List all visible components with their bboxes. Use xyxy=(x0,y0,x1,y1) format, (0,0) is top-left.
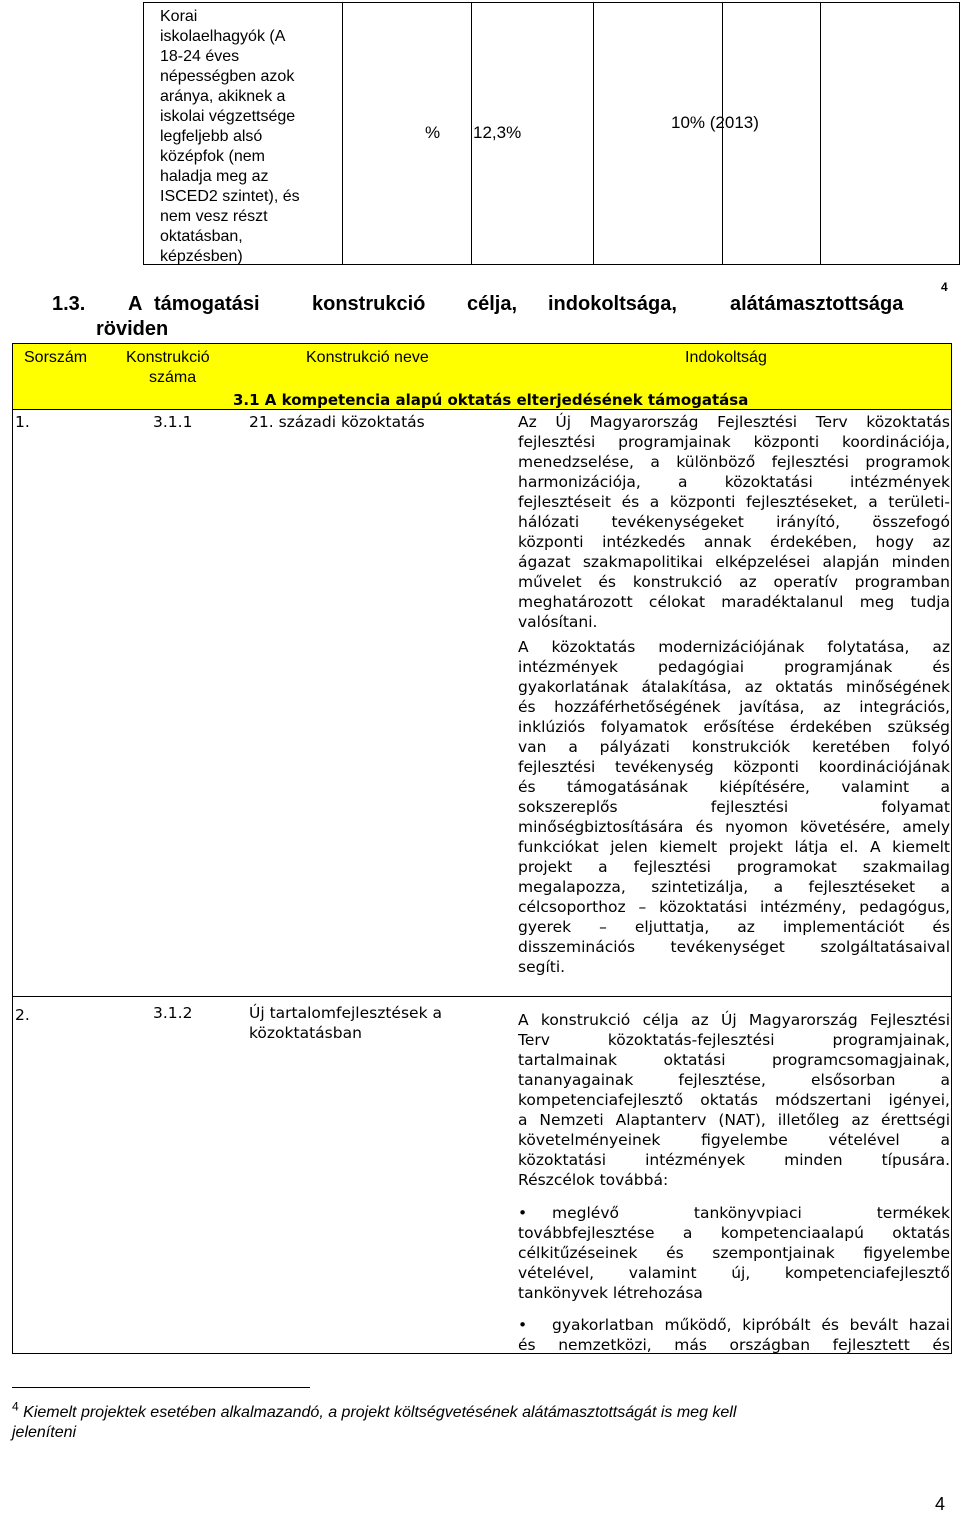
heading-word: indokoltsága, xyxy=(548,293,677,315)
row-divider xyxy=(12,996,952,997)
row-number: 1. xyxy=(15,413,30,431)
text-line: disszeminációs tevékenységet szolgáltatásaival xyxy=(518,938,950,956)
bullet-icon: • xyxy=(518,1204,528,1222)
header-sorszam: Sorszám xyxy=(24,349,88,366)
text-line: fejlesztési programjainak központi koordinációja, xyxy=(518,433,950,451)
text-line: intézmények pedagógiai programjának és xyxy=(518,658,950,676)
row-number: 2. xyxy=(15,1006,30,1024)
desc-line: haladja meg az xyxy=(160,168,269,185)
table-border-right xyxy=(951,409,952,1353)
page-number: 4 xyxy=(935,1494,946,1514)
heading-word: célja, xyxy=(467,293,518,315)
text-line: inklúziós folyamatok erősítése érdekében szükség xyxy=(518,718,950,736)
bullet-item xyxy=(518,1315,950,1355)
text-line: meghatározott célokat maradéktalanul meg tudja xyxy=(518,593,950,611)
text-line: és hozzáférhetőségének javítása, az integrációs, xyxy=(518,698,950,716)
text-line: tankönyvek létrehozása xyxy=(518,1284,703,1302)
footnote-number: 4 xyxy=(12,1399,19,1414)
text-line: és támogatásának kiépítésére, valamint a xyxy=(518,778,950,796)
row-name-2: közoktatásban xyxy=(249,1024,362,1042)
heading-line2: röviden xyxy=(96,318,169,340)
text-line: Terv közoktatás-fejlesztési programjainak, xyxy=(518,1031,950,1049)
row-name: 21. századi közoktatás xyxy=(249,413,425,431)
desc-line: ISCED2 szintet), és xyxy=(160,188,300,205)
row-justification-para1 xyxy=(518,1010,950,1190)
text-line: közoktatási intézmények minden típusára. xyxy=(518,1151,950,1169)
text-line: projekt a fejlesztési programokat szakmailag xyxy=(518,858,950,876)
text-line: A közoktatás modernizációjának folytatása, az xyxy=(518,638,950,656)
heading-word: támogatási xyxy=(154,293,260,315)
text-line: kompetenciafejlesztő oktatás módszertani igényei, xyxy=(518,1091,950,1109)
text-line: segíti. xyxy=(518,958,566,976)
text-line: gyakorlatának átalakítása, az oktatás minőségének xyxy=(518,678,950,696)
text-line: Részcélok továbbá: xyxy=(518,1171,669,1189)
header-indokoltsag: Indokoltság xyxy=(685,349,767,366)
text-line: ágazat szakmapolitikai elképzelései alapján minden xyxy=(518,553,950,571)
row-name: Új tartalomfejlesztések a xyxy=(249,1004,442,1022)
text-line: sokszereplős fejlesztési folyamat xyxy=(518,798,950,816)
indicator-table xyxy=(143,2,960,265)
heading-number: 1.3. xyxy=(52,293,86,315)
row-justification-para1 xyxy=(518,412,950,632)
header-konstrukcio-neve: Konstrukció neve xyxy=(306,349,429,366)
header-konstrukcio-szama-2: száma xyxy=(149,369,197,386)
desc-line: képzésben) xyxy=(160,248,243,265)
desc-line: oktatásban, xyxy=(160,228,243,245)
heading-word: A xyxy=(128,293,143,315)
indicator-unit: % xyxy=(425,123,441,142)
text-line: gyerek – eljuttatja, az implementációt és xyxy=(518,918,950,936)
indicator-unit-cell xyxy=(342,2,472,265)
indicator-empty-cell xyxy=(820,2,960,265)
desc-line: 18-24 éves xyxy=(160,48,240,65)
footnote xyxy=(12,1399,912,1443)
section-title: 3.1 A kompetencia alapú oktatás elterjedésének támogatása xyxy=(233,391,749,409)
text-line: Az Új Magyarország Fejlesztési Terv közoktatás xyxy=(518,413,950,431)
text-line: tartalmainak oktatási programcsomagjainak, xyxy=(518,1051,950,1069)
desc-line: legfeljebb alsó xyxy=(160,128,263,145)
text-line: gyakorlatban működő, kipróbált és bevált hazai xyxy=(552,1316,950,1334)
row-code: 3.1.2 xyxy=(153,1004,193,1022)
desc-line: Korai xyxy=(160,8,198,25)
desc-line: középfok (nem xyxy=(160,148,265,165)
bullet-icon: • xyxy=(518,1316,528,1334)
desc-line: népességben azok xyxy=(160,68,295,85)
table-border-left xyxy=(12,409,13,1353)
indicator-target-cell xyxy=(593,2,759,265)
indicator-target: 10% (2013) xyxy=(671,113,759,132)
text-line: harmonizációja, a közoktatási intézmények xyxy=(518,473,950,491)
indicator-baseline-cell xyxy=(471,2,594,265)
footnote-separator xyxy=(12,1387,310,1388)
text-line: és nemzetközi, más országban fejlesztett és xyxy=(518,1336,950,1354)
text-line: központi intézkedés annak érdekében, hogy az xyxy=(518,533,950,551)
text-line: meglévő tankönyvpiaci termékek xyxy=(552,1204,950,1222)
desc-line: iskolai végzettsége xyxy=(160,108,296,125)
header-konstrukcio-szama: Konstrukció xyxy=(126,349,210,366)
text-line: menedzselése, a különböző fejlesztési programok xyxy=(518,453,950,471)
text-line: tananyagainak fejlesztése, elsősorban a xyxy=(518,1071,950,1089)
desc-line: iskolaelhagyók (A xyxy=(160,28,286,45)
text-line: funkciókat jelen kiemelt projekt látja el. A kiemelt xyxy=(518,838,950,856)
footnote-text: Kiemelt projektek esetében alkalmazandó, a projekt költségvetésének alátámasztottságát is meg kell xyxy=(23,1404,737,1421)
indicator-description xyxy=(143,2,343,265)
indicator-empty-cell xyxy=(722,2,821,265)
heading-word: konstrukció xyxy=(312,293,426,315)
text-line: valósítani. xyxy=(518,613,598,631)
text-line: fejlesztési tevékenység központi koordinációjának xyxy=(518,758,950,776)
text-line: megalapozza, szintetizálja, a fejlesztéseket a xyxy=(518,878,950,896)
text-line: van a pályázati konstrukciók keretében folyó xyxy=(518,738,950,756)
table-header xyxy=(12,343,952,410)
text-line: minőségbiztosítására és nyomon követésére, amely xyxy=(518,818,950,836)
desc-line: nem vesz részt xyxy=(160,208,268,225)
text-line: célkitűzéseinek és szempontjainak figyelembe xyxy=(518,1244,950,1262)
indicator-baseline: 12,3% xyxy=(473,123,522,142)
text-line: a Nemzeti Alaptanterv (NAT), illetőleg az érettségi xyxy=(518,1111,950,1129)
text-line: fejlesztéseit és a központi fejlesztéseket, a területi- xyxy=(518,493,950,511)
bullet-item xyxy=(518,1203,950,1303)
text-line: továbbfejlesztése a kompetenciaalapú oktatás xyxy=(518,1224,950,1242)
text-line: művelet és konstrukció az operatív programban xyxy=(518,573,950,591)
text-line: vételével, valamint új, kompetenciafejlesztő xyxy=(518,1264,950,1282)
text-line: A konstrukció célja az Új Magyarország Fejlesztési xyxy=(518,1011,950,1029)
text-line: hálózati tevékenységeket irányító, összefogó xyxy=(518,513,950,531)
footnote-text-2: jeleníteni xyxy=(12,1424,77,1441)
heading-word: alátámasztottsága xyxy=(730,293,904,315)
text-line: követelményeinek figyelembe vételével a xyxy=(518,1131,950,1149)
row-justification-para2 xyxy=(518,637,950,977)
row-code: 3.1.1 xyxy=(153,413,193,431)
text-line: célcsoporthoz – közoktatási intézmény, pedagógus, xyxy=(518,898,950,916)
desc-line: aránya, akiknek a xyxy=(160,88,286,105)
